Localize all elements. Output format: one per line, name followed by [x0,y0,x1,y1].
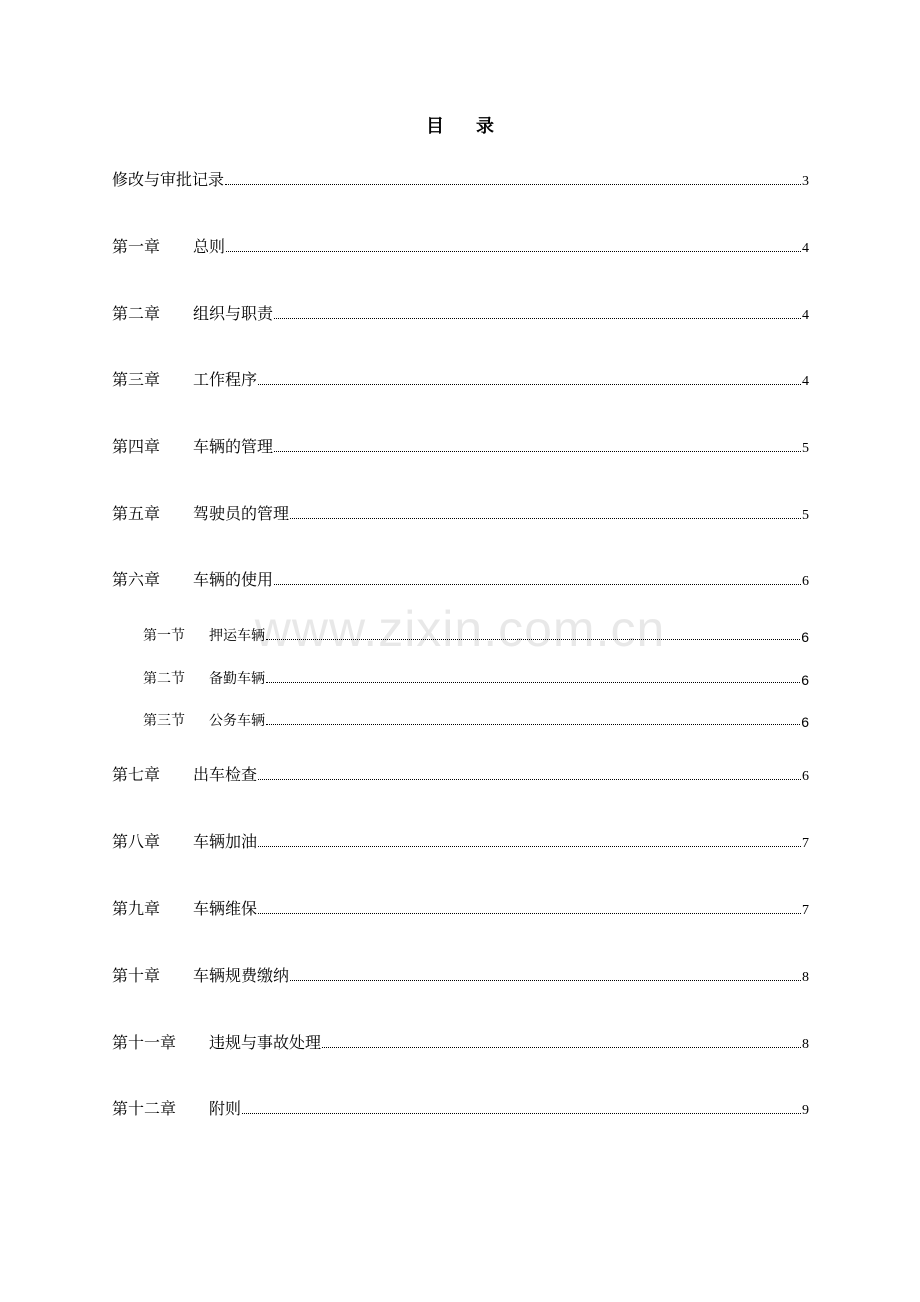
toc-entry-chapter-8[interactable] [112,828,809,852]
toc-entry-label: 备勤车辆 [209,671,265,687]
dot-leader [258,384,801,385]
toc-entry-label: 公务车辆 [209,713,265,729]
toc-entry-label: 押运车辆 [209,628,265,644]
dot-leader [226,251,801,252]
toc-entry-label: 附则 [209,1099,242,1118]
toc-entry-page: 6 [802,769,809,784]
toc-entry-page: 6 [801,629,809,645]
dot-leader [225,184,801,185]
toc-entry-number: 第三章 [112,370,161,389]
dot-leader [274,318,801,319]
dot-leader [242,1113,801,1114]
toc-entry-number: 第九章 [112,899,161,918]
toc-entry-number: 第六章 [112,570,161,589]
toc-entry-page: 9 [802,1103,809,1118]
watermark: www.zixin.com.cn [254,601,666,657]
toc-entry-chapter-6[interactable] [112,566,809,590]
toc-entry-page: 4 [802,308,809,323]
toc-entry-number: 第二章 [112,304,161,323]
toc-entry-chapter-1[interactable] [112,233,809,257]
toc-entry-label: 总则 [193,237,226,256]
dot-leader [266,639,800,640]
toc-entry-section-1[interactable] [143,621,809,645]
toc-entry-label: 修改与审批记录 [112,170,225,189]
toc-entry-label: 车辆维保 [193,899,258,918]
toc-entry-number: 第一节 [143,628,185,644]
toc-entry-number: 第五章 [112,504,161,523]
toc-entry-number: 第七章 [112,765,161,784]
toc-entry-section-2[interactable] [143,664,809,688]
toc-entry-page: 8 [802,1037,809,1052]
dot-leader [266,682,800,683]
toc-entry-number: 第一章 [112,237,161,256]
toc-entry-number: 第十章 [112,966,161,985]
toc-entry-label: 组织与职责 [193,304,274,323]
toc-entry-page: 8 [802,970,809,985]
toc-entry-chapter-11[interactable] [112,1029,809,1053]
toc-entry-page: 5 [802,441,809,456]
toc-entry-number: 第二节 [143,671,185,687]
toc-entry-number: 第十二章 [112,1099,177,1118]
toc-entry-label: 违规与事故处理 [209,1033,322,1052]
dot-leader [258,779,801,780]
toc-entry-page: 5 [802,508,809,523]
dot-leader [274,584,801,585]
toc-entry-number: 第四章 [112,437,161,456]
toc-entry-label: 出车检查 [193,765,258,784]
toc-entry-chapter-9[interactable] [112,895,809,919]
toc-entry-label: 车辆加油 [193,832,258,851]
dot-leader [322,1047,801,1048]
toc-entry-page: 7 [802,836,809,851]
toc-entry-number: 第三节 [143,713,185,729]
toc-entry-page: 7 [802,903,809,918]
toc-entry-label: 车辆的管理 [193,437,274,456]
toc-entry-label: 车辆规费缴纳 [193,966,290,985]
toc-entry-chapter-4[interactable] [112,433,809,457]
toc-entry-number: 第八章 [112,832,161,851]
dot-leader [258,913,801,914]
dot-leader [274,451,801,452]
toc-entry-chapter-3[interactable] [112,366,809,390]
toc-entry-page: 6 [802,574,809,589]
toc-entry-label: 驾驶员的管理 [193,504,290,523]
toc-entry-chapter-2[interactable] [112,300,809,324]
toc-entry-chapter-12[interactable] [112,1095,809,1119]
toc-entry-label: 工作程序 [193,370,258,389]
toc-entry-chapter-5[interactable] [112,500,809,524]
toc-entry-chapter-10[interactable] [112,962,809,986]
toc-entry-revision-record[interactable] [112,166,809,190]
toc-entry-chapter-7[interactable] [112,761,809,785]
toc-entry-label: 车辆的使用 [193,570,274,589]
toc-entry-page: 6 [801,714,809,730]
dot-leader [290,980,801,981]
dot-leader [258,846,801,847]
toc-entry-page: 3 [802,174,809,189]
toc-entry-section-3[interactable] [143,706,809,730]
dot-leader [290,518,801,519]
toc-entry-page: 4 [802,241,809,256]
toc-entry-page: 4 [802,374,809,389]
toc-title: 目录 [426,116,526,137]
dot-leader [266,724,800,725]
toc-entry-page: 6 [801,672,809,688]
toc-entry-number: 第十一章 [112,1033,177,1052]
